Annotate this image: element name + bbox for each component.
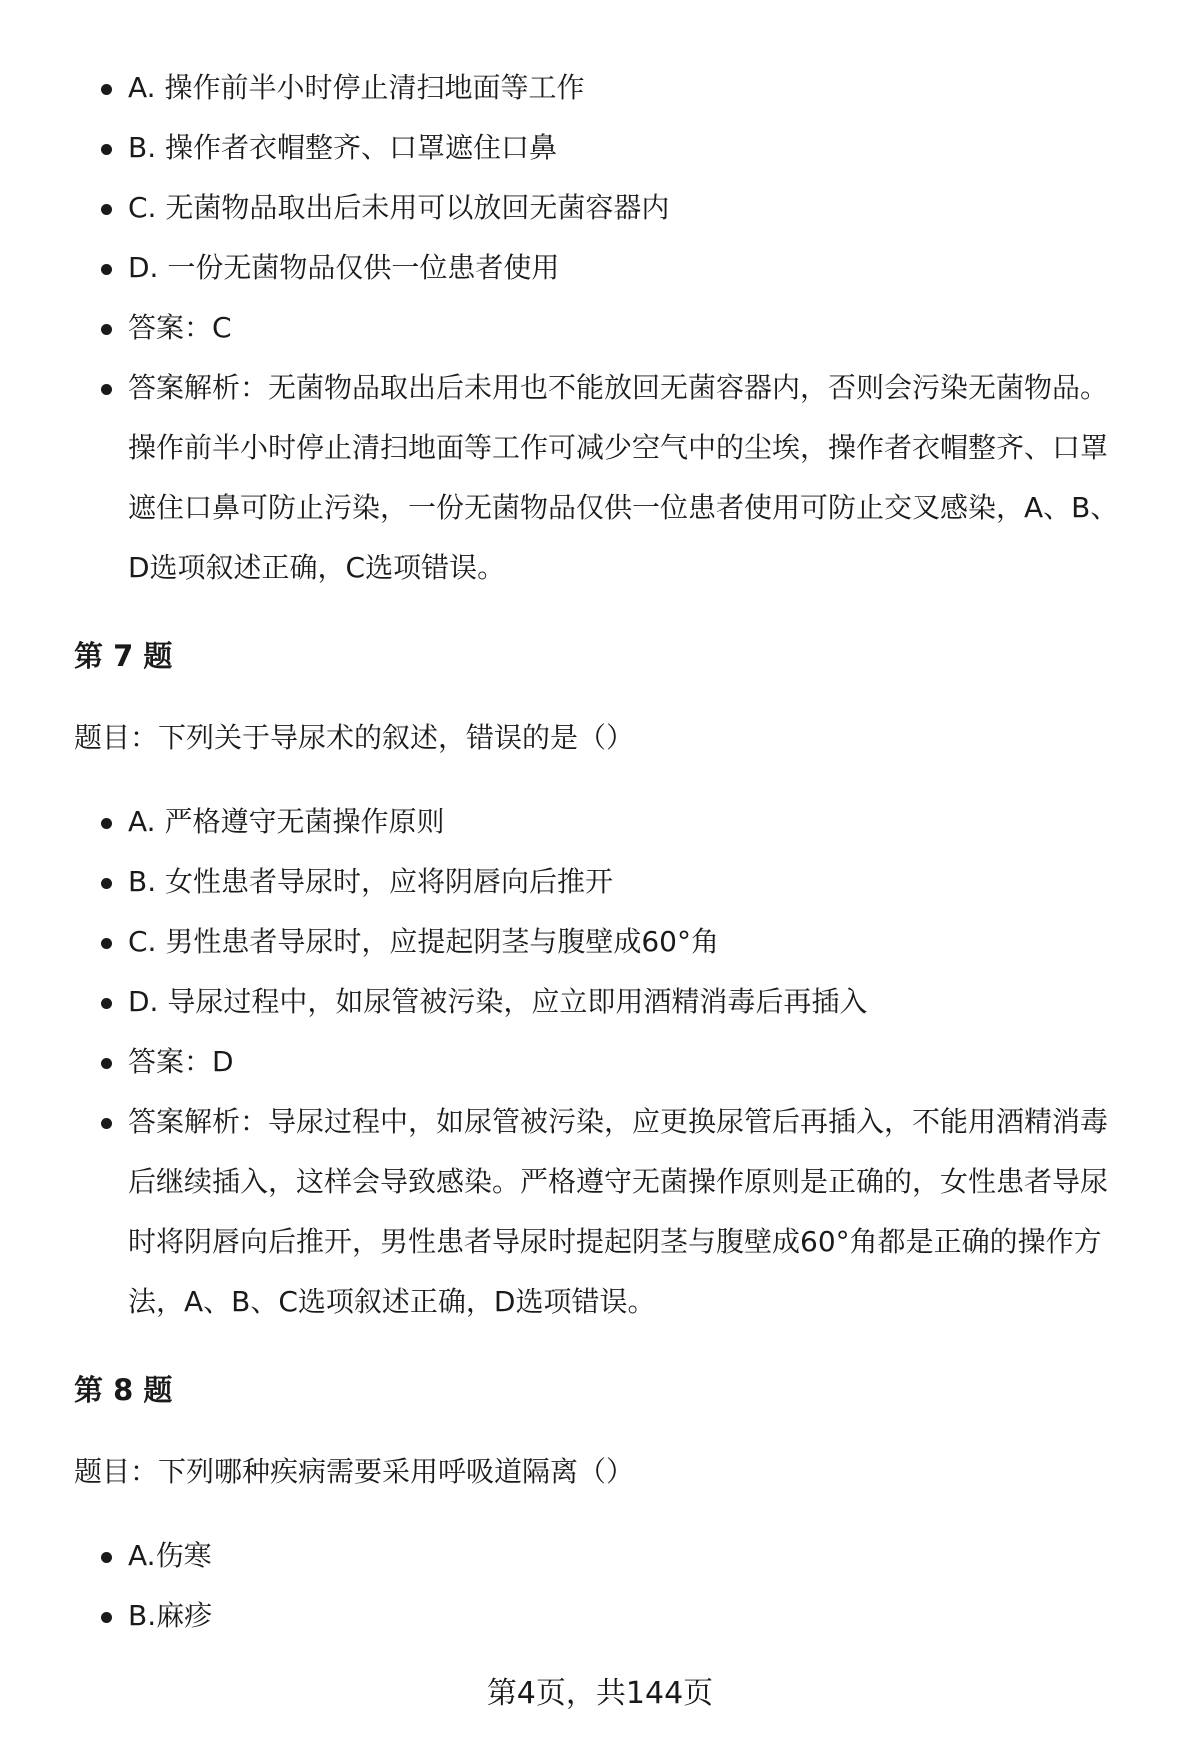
- q8-option-list: [74, 1526, 1140, 1646]
- q6-answer: 答案：C: [74, 298, 1128, 358]
- q7-option-c: C. 男性患者导尿时，应提起阴茎与腹壁成60°角: [74, 912, 1128, 972]
- q7-answer: 答案：D: [74, 1032, 1128, 1092]
- q7-question: 题目：下列关于导尿术的叙述，错误的是（）: [74, 721, 635, 754]
- q7-option-d: D. 导尿过程中，如尿管被污染，应立即用酒精消毒后再插入: [74, 972, 1128, 1032]
- q6-option-d: D. 一份无菌物品仅供一位患者使用: [74, 238, 1128, 298]
- q6-option-a: A. 操作前半小时停止清扫地面等工作: [74, 58, 1128, 118]
- q6-option-list: [74, 58, 1140, 598]
- q6-explanation: 答案解析：无菌物品取出后未用也不能放回无菌容器内，否则会污染无菌物品。操作前半小时停止清扫地面等工作可减少空气中的尘埃，操作者衣帽整齐、口罩遮住口鼻可防止污染，一份无菌物品仅供一位患者使用可防止交叉感染，A、B、D选项叙述正确，C选项错误。: [74, 358, 1128, 598]
- page-footer: 第4页，共144页: [486, 1676, 714, 1711]
- q8-option-b: B.麻疹: [74, 1586, 1128, 1646]
- q8-heading: 第 8 题: [74, 1373, 173, 1407]
- q8-option-a: A.伤寒: [74, 1526, 1128, 1586]
- q7-heading: 第 7 题: [74, 639, 173, 673]
- q6-option-b: B. 操作者衣帽整齐、口罩遮住口鼻: [74, 118, 1128, 178]
- q7-option-a: A. 严格遵守无菌操作原则: [74, 792, 1128, 852]
- q7-option-b: B. 女性患者导尿时，应将阴唇向后推开: [74, 852, 1128, 912]
- q8-question: 题目：下列哪种疾病需要采用呼吸道隔离（）: [74, 1455, 635, 1488]
- q7-explanation: 答案解析：导尿过程中，如尿管被污染，应更换尿管后再插入，不能用酒精消毒后继续插入，这样会导致感染。严格遵守无菌操作原则是正确的，女性患者导尿时将阴唇向后推开，男性患者导尿时提起阴茎与腹壁成60°角都是正确的操作方法，A、B、C选项叙述正确，D选项错误。: [74, 1092, 1128, 1332]
- q6-option-c: C. 无菌物品取出后未用可以放回无菌容器内: [74, 178, 1128, 238]
- q7-option-list: [74, 792, 1140, 1332]
